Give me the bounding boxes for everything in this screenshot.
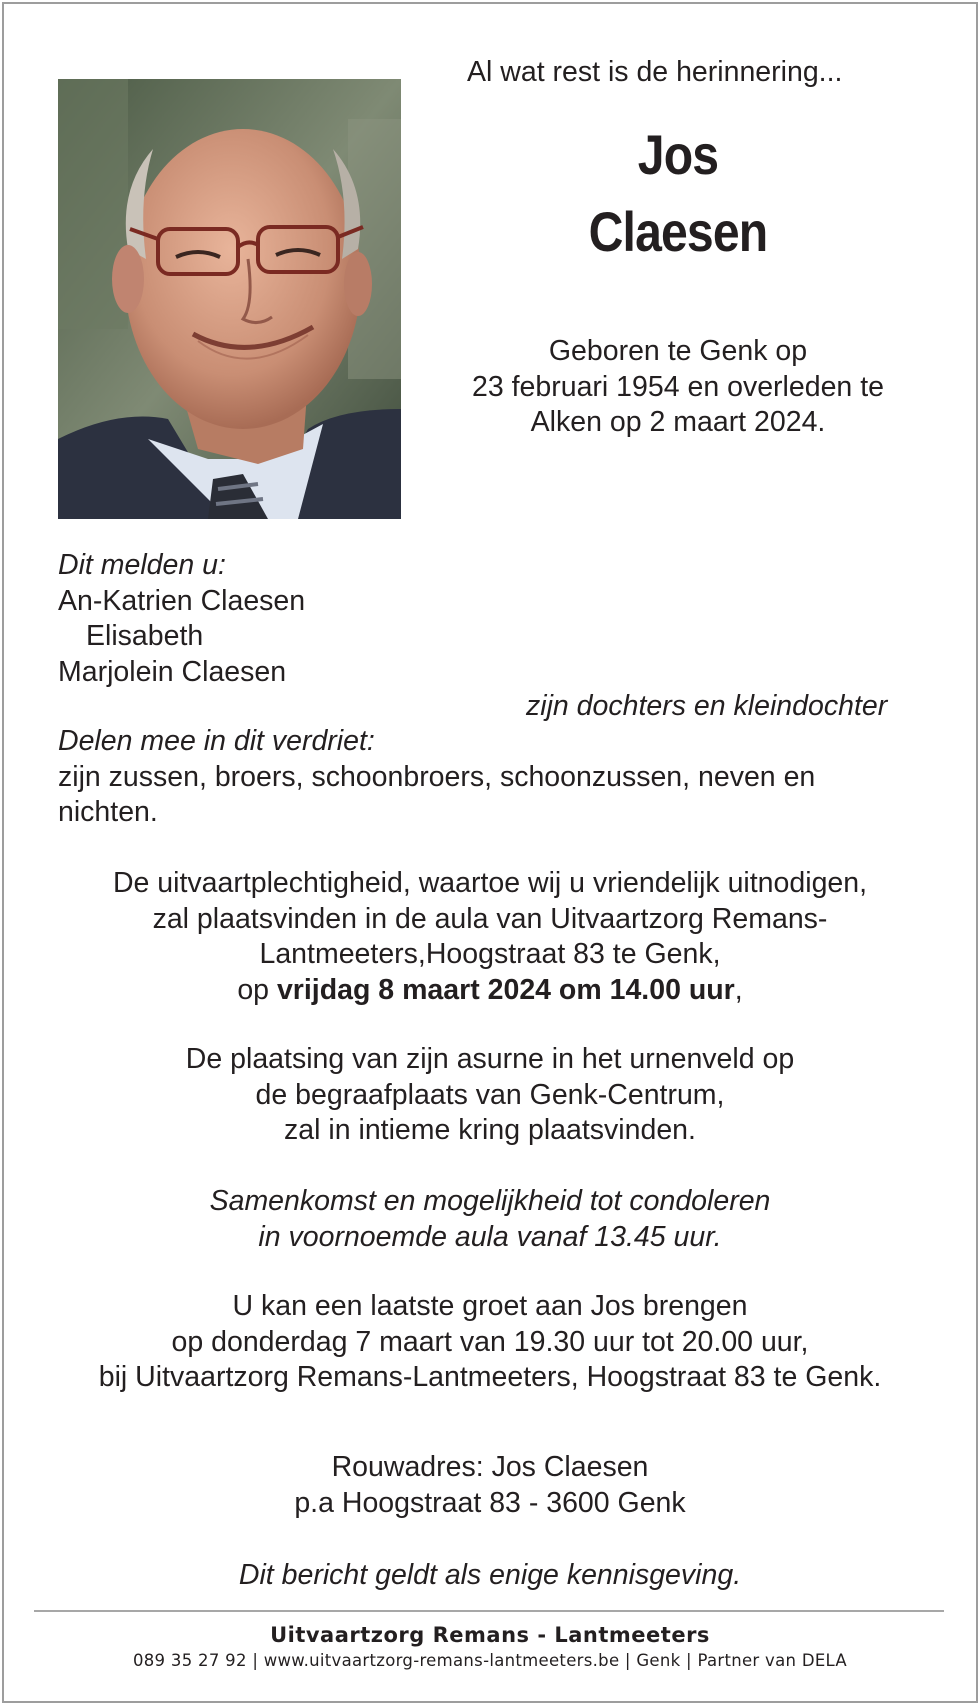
motto: Al wat rest is de herinnering... (467, 56, 843, 88)
portrait-photo (58, 79, 401, 519)
announcers-relation: zijn dochters en kleindochter (526, 690, 888, 722)
announcer-name: An-Katrien Claesen (58, 584, 306, 617)
farewell-text: U kan een laatste groet aan Jos brengen op donderdag 7 maart van 19.30 uur tot 20.00 uur, bij Uitvaartzorg Remans-Lantmeeters, Hoogstraat 83 te Genk. (98, 1290, 882, 1393)
ceremony-date: op vrijdag 8 maart 2024 om 14.00 uur, (237, 973, 743, 1006)
notice-text: Dit bericht geldt als enige kennisgeving. (238, 1559, 742, 1591)
mourning-address: Rouwadres: Jos Claesen p.a Hoogstraat 83 - 3600 Genk (294, 1451, 686, 1519)
sharers-block: Delen mee in dit verdriet: zijn zussen, broers, schoonbroers, schoonzussen, neven en nichten. (58, 725, 816, 828)
footer-info: 089 35 27 92 | www.uitvaartzorg-remans-lantmeeters.be | Genk | Partner van DELA (132, 1651, 848, 1670)
ceremony-text: De uitvaartplechtigheid, waartoe wij u vriendelijk uitnodigen, zal plaatsvinden in de aula van Uitvaartzorg Remans- Lantmeeters,Hoogstraat 83 te Genk, op vrijdag 8 maart 2024 om 14.00 uur, (30, 866, 950, 1008)
sharers-heading: Delen mee in dit verdriet: (58, 725, 375, 757)
footer-divider (34, 1610, 944, 1612)
deceased-last-name: Claesen (588, 200, 768, 263)
birth-death-text: Geboren te Genk op 23 februari 1954 en overleden te Alken op 2 maart 2024. (472, 335, 884, 438)
announcer-name: Marjolein Claesen (58, 655, 287, 688)
condolence-text: Samenkomst en mogelijkheid tot condoleren in voornoemde aula vanaf 13.45 uur. (209, 1185, 771, 1253)
urn-text: De plaatsing van zijn asurne in het urnenveld op de begraafplaats van Genk-Centrum, zal in intieme kring plaatsvinden. (185, 1043, 795, 1146)
announcers-block (58, 548, 305, 690)
announcers-heading: Dit melden u: (58, 549, 226, 581)
deceased-first-name: Jos (637, 123, 719, 186)
announcer-name: Elisabeth (86, 620, 204, 652)
footer-title: Uitvaartzorg Remans - Lantmeeters (270, 1623, 710, 1647)
